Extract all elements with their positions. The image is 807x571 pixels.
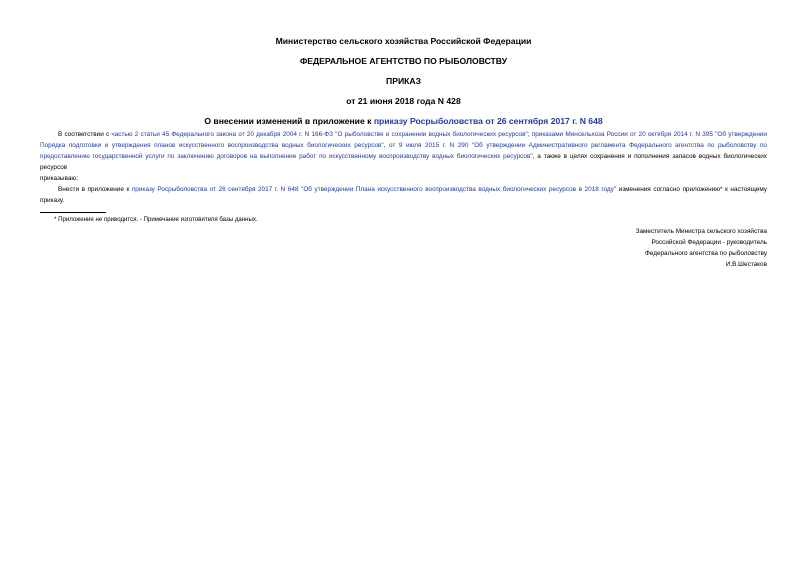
signature-block <box>636 226 767 270</box>
p1-text-1: В соответствии с <box>58 131 112 138</box>
law-link[interactable]: частью 2 статьи 45 Федерального закона от 20 декабря 2004 г. N 166-ФЗ "О рыболовстве и сохранении водных биологических ресурсов" <box>111 131 528 138</box>
p2-text-2: изменения согласно приложению* к настоящему приказу. <box>40 186 767 204</box>
doc-type-heading: ПРИКАЗ <box>386 76 421 86</box>
order-395-link[interactable]: приказами Минсельхоза России от 20 октября 2014 г. N 395 "Об утверждении Порядка подготовки и утверждения планов искусственного воспроизводства водных биологических ресурсов" <box>40 131 767 149</box>
order-648-link[interactable]: приказу Росрыболовства от 26 сентября 2017 г. N 648 "Об утверждении Плана искусственного воспроизводства водных биологических ресурсов в 2018 году" <box>131 186 617 193</box>
agency-heading: ФЕДЕРАЛЬНОЕ АГЕНТСТВО ПО РЫБОЛОВСТВУ <box>299 56 508 66</box>
p1-text-4: , а также в целях сохранения и пополнения запасов водных биологических ресурсов <box>40 153 767 171</box>
p2-text-1: Внести в приложение к <box>58 186 132 193</box>
subject-heading <box>0 116 807 126</box>
order-word: приказываю: <box>40 175 78 182</box>
footnote: * Приложение не приводится. - Примечание изготовителя базы данных. <box>54 216 258 223</box>
date-number: от 21 июня 2018 года N 428 <box>346 96 461 106</box>
paragraph-1 <box>40 129 767 173</box>
signature-line-3: Федерального агентства по рыболовству <box>644 250 767 257</box>
signature-line-2: Российской Федерации - руководитель <box>651 239 767 246</box>
signature-name: И.В.Шестаков <box>725 261 767 268</box>
paragraph-2 <box>40 184 767 206</box>
p1-text-3: , <box>383 142 390 149</box>
document-body <box>40 129 767 206</box>
subject-link[interactable]: приказу Росрыболовства от 26 сентября 2017 г. N 648 <box>373 116 603 126</box>
order-290-link[interactable]: от 9 июля 2015 г. N 290 "Об утверждении Административного регламента Федерального агентства по рыболовству по предоставлению государственной услуги по заключению договоров на выполнение работ по искусственному воспроизводству водных биологических ресурсов" <box>40 142 767 160</box>
footnote-divider <box>40 212 106 213</box>
ministry-heading: Министерство сельского хозяйства Российской Федерации <box>275 36 532 46</box>
signature-line-1: Заместитель Министра сельского хозяйства <box>635 228 767 235</box>
subject-prefix: О внесении изменений в приложение к <box>204 116 374 126</box>
p1-text-2: ; <box>527 131 532 138</box>
